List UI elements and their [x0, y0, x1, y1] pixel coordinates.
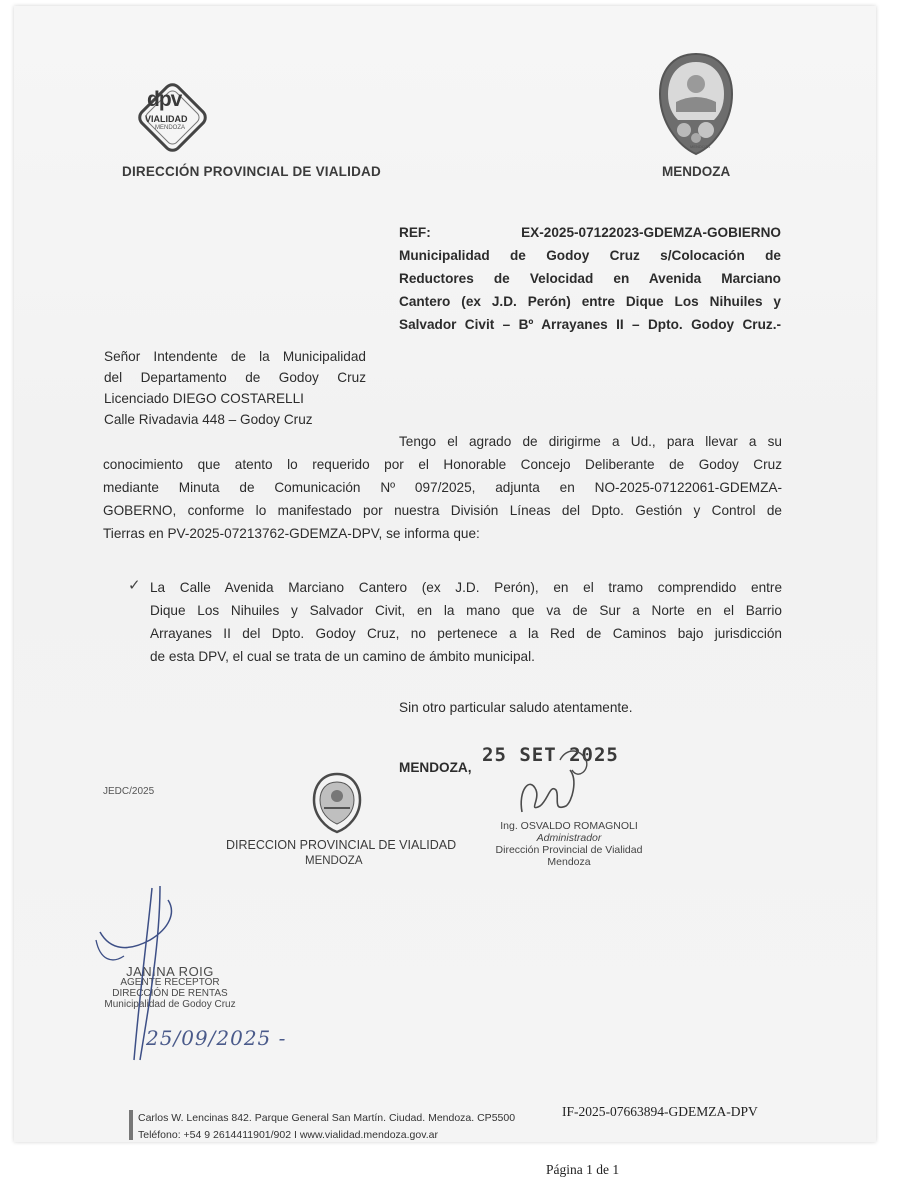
bullet-paragraph: [150, 576, 782, 668]
addressee-line: Licenciado DIEGO COSTARELLI: [104, 391, 304, 406]
signer-city: Mendoza: [547, 856, 591, 868]
logo-city: MENDOZA: [155, 125, 185, 131]
signer-name: Ing. OSVALDO ROMAGNOLI: [500, 820, 638, 832]
handwritten-date: 25/09/2025 -: [146, 1026, 287, 1050]
body-line: mediante Minuta de Comunicación Nº 097/2025, adjunta en NO-2025-07122061-GDEMZA-: [103, 480, 782, 495]
body-paragraph: [103, 430, 782, 545]
footer-accent-bar: [129, 1110, 133, 1140]
reference-line: Reductores de Velocidad en Avenida Marciano: [399, 271, 781, 286]
reference-line: Municipalidad de Godoy Cruz s/Colocación de: [399, 248, 781, 263]
receiver-role: AGENTE RECEPTOR: [120, 977, 220, 988]
signer-block: [489, 820, 649, 868]
receipt-stamp: [85, 966, 255, 1010]
reference-code: JEDC/2025: [103, 786, 155, 797]
reference-line: Cantero (ex J.D. Perón) entre Dique Los Nihuiles y: [399, 294, 781, 309]
footer-contact: [138, 1110, 515, 1144]
addressee-line: Señor Intendente de la Municipalidad: [104, 349, 366, 364]
footer-address: Carlos W. Lencinas 842. Parque General San Martín. Ciudad. Mendoza. CP5500: [138, 1112, 516, 1124]
mendoza-shield: [654, 50, 738, 160]
body-line: Tengo el agrado de dirigirme a Ud., para llevar a su: [399, 434, 782, 449]
reference-header: [399, 221, 781, 244]
reference-block: [399, 221, 781, 336]
bullet-line: La Calle Avenida Marciano Cantero (ex J.D. Perón), en el tramo comprendido entre: [150, 580, 782, 595]
stamped-date: 25 SET 2025: [482, 744, 619, 766]
receiver-name: JANINA ROIG: [126, 964, 214, 979]
document-id: IF-2025-07663894-GDEMZA-DPV: [562, 1104, 758, 1119]
footer-contact-line: Teléfono: +54 9 2614411901/902 I www.vialidad.mendoza.gov.ar: [138, 1129, 438, 1141]
province-name: MENDOZA: [662, 164, 731, 179]
addressee-block: [104, 346, 366, 430]
reference-label: REF:: [399, 225, 431, 240]
checkmark-icon: ✓: [128, 577, 141, 594]
body-line: Tierras en PV-2025-07213762-GDEMZA-DPV, se informa que:: [103, 526, 480, 541]
receiver-department: DIRECCIÓN DE RENTAS: [112, 988, 228, 999]
reference-number: EX-2025-07122023-GDEMZA-GOBIERNO: [521, 225, 781, 240]
dpv-logo: [125, 70, 220, 165]
seal-shield-icon: [302, 768, 372, 838]
place-label: MENDOZA,: [399, 760, 472, 775]
bullet-line: Dique Los Nihuiles y Salvador Civit, en la mano que va de Sur a Norte en el Barrio: [150, 603, 782, 618]
shield-motto: MENDOZA: [690, 144, 710, 149]
body-line: GOBERNO, conforme lo manifestado por nuestra División Líneas del Dpto. Gestión y Control de: [103, 503, 782, 518]
bullet-line: de esta DPV, el cual se trata de un camino de ámbito municipal.: [150, 649, 535, 664]
signer-organization: Dirección Provincial de Vialidad: [495, 844, 643, 856]
bullet-line: Arrayanes II del Dpto. Godoy Cruz, no pertenece a la Red de Caminos bajo jurisdicción: [150, 626, 782, 641]
signer-role: Administrador: [536, 832, 602, 844]
page-number: Página 1 de 1: [546, 1162, 620, 1177]
receiver-municipality: Municipalidad de Godoy Cruz: [104, 999, 236, 1010]
seal-title: DIRECCION PROVINCIAL DE VIALIDAD: [226, 838, 457, 852]
addressee-line: Calle Rivadavia 448 – Godoy Cruz: [104, 412, 313, 427]
logo-subtitle: VIALIDAD: [145, 114, 188, 124]
logo-text: dpv: [147, 88, 182, 111]
closing-text: Sin otro particular saludo atentamente.: [399, 700, 633, 715]
official-seal: [302, 768, 372, 838]
reference-line: Salvador Civit – Bº Arrayanes II – Dpto. Godoy Cruz.-: [399, 317, 781, 332]
seal-city: MENDOZA: [305, 855, 363, 867]
organization-name: DIRECCIÓN PROVINCIAL DE VIALIDAD: [122, 164, 381, 179]
body-line: conocimiento que atento lo requerido por el Honorable Concejo Deliberante de Godoy Cruz: [103, 457, 782, 472]
addressee-line: del Departamento de Godoy Cruz: [104, 370, 366, 385]
